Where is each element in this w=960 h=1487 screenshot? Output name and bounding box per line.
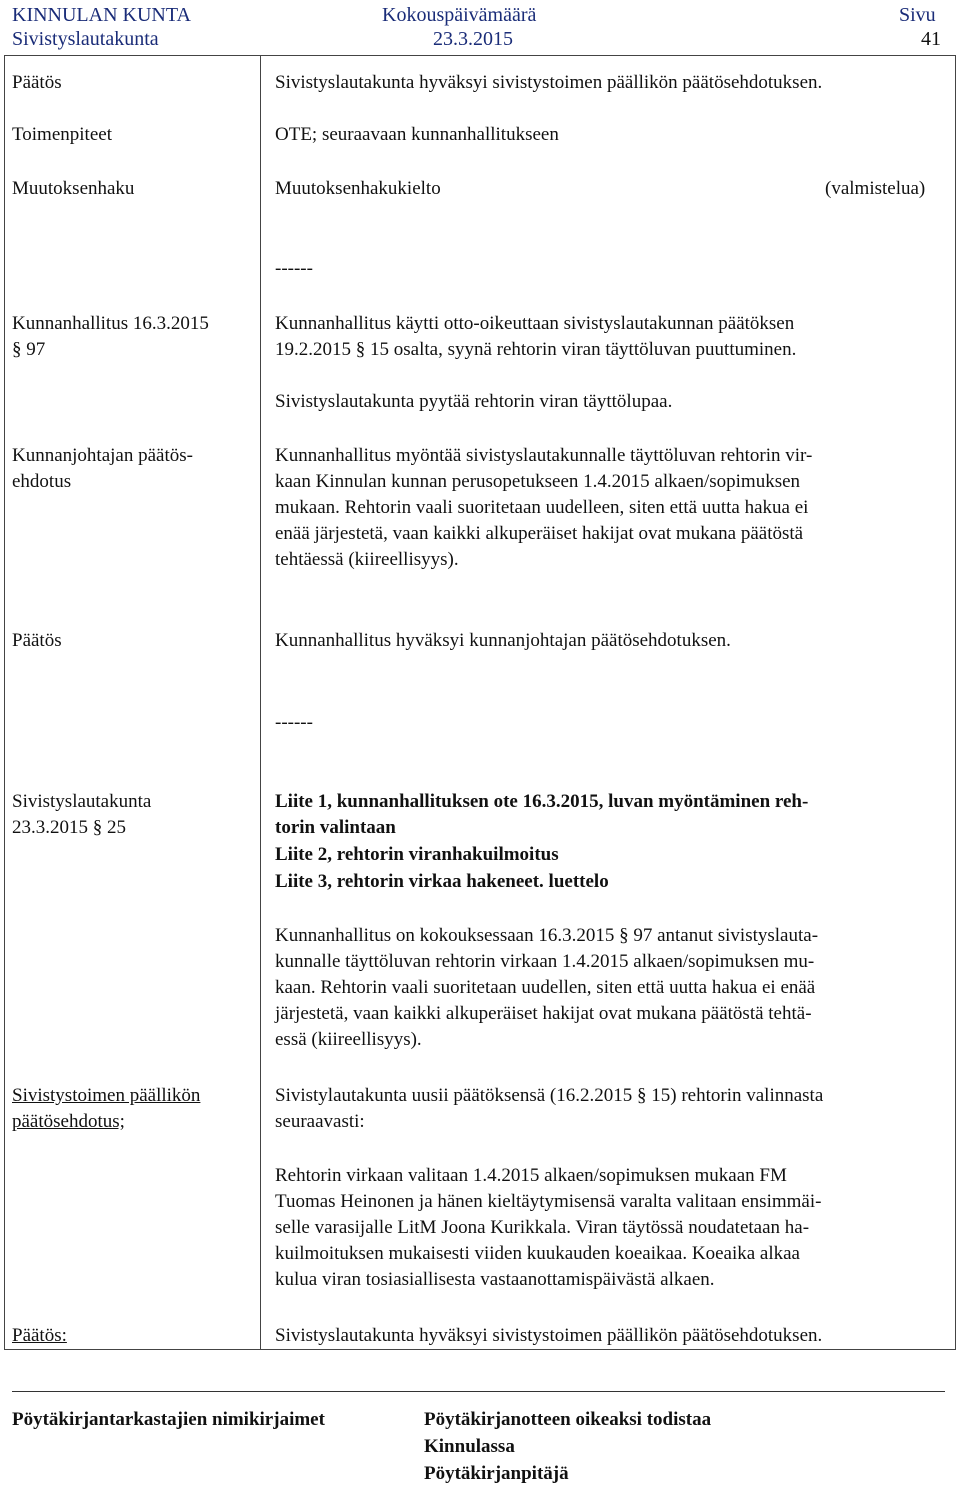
board-text-line: Kunnanhallitus käytti otto-oikeuttaan sivistyslautakunnan päätöksen xyxy=(275,313,795,334)
attachment-line: Liite 1, kunnanhallituksen ote 16.3.2015, luvan myöntäminen reh- xyxy=(275,791,809,812)
board-meeting-label: Kunnanhallitus 16.3.2015 xyxy=(12,313,209,334)
board-permit-line: kunnalle täyttöluvan rehtorin virkaan 1.4.2015 alkaen/sopimuksen mu- xyxy=(275,951,815,972)
page-label: Sivu xyxy=(899,4,936,26)
footer-secretary: Pöytäkirjanpitäjä xyxy=(424,1463,569,1484)
attachment-line: Liite 2, rehtorin viranhakuilmoitus xyxy=(275,844,559,865)
committee-meeting-section: 23.3.2015 § 25 xyxy=(12,817,126,838)
decision-text: Kunnanhallitus hyväksyi kunnanjohtajan päätösehdotuksen. xyxy=(275,630,731,651)
appointment-line: selle varasijalle LitM Joona Kurikkala. Viran täytössä noudatetaan ha- xyxy=(275,1217,810,1238)
appeal-label: Muutoksenhaku xyxy=(12,178,135,199)
box-right-border xyxy=(955,55,956,1350)
proposal-text-line: tehtäessä (kiireellisyys). xyxy=(275,549,459,570)
appointment-line: Rehtorin virkaan valitaan 1.4.2015 alkaen/sopimuksen mukaan FM xyxy=(275,1165,787,1186)
section-divider: ------ xyxy=(275,258,313,279)
decision-text: Sivistyslautakunta hyväksyi sivistystoimen päällikön päätösehdotuksen. xyxy=(275,1325,823,1346)
appeal-text: Muutoksenhakukielto xyxy=(275,178,441,199)
footer-certify: Pöytäkirjanotteen oikeaksi todistaa xyxy=(424,1409,712,1430)
decision-text: Sivistyslautakunta hyväksyi sivistystoimen päällikön päätösehdotuksen. xyxy=(275,72,823,93)
decision-label: Päätös xyxy=(12,630,62,651)
box-top-border xyxy=(4,55,956,56)
board-permit-line: Kunnanhallitus on kokouksessaan 16.3.2015 § 97 antanut sivistyslauta- xyxy=(275,925,819,946)
attachment-line: Liite 3, rehtorin virkaa hakeneet. luettelo xyxy=(275,871,609,892)
box-bottom-border xyxy=(4,1349,956,1350)
actions-label: Toimenpiteet xyxy=(12,124,112,145)
board-permit-line: kaan. Rehtorin vaali suoritetaan uudellen, siten että uutta hakua ei enää xyxy=(275,977,816,998)
director-proposal-line: Sivistylautakunta uusii päätöksensä (16.2.2015 § 15) rehtorin valinnasta xyxy=(275,1085,824,1106)
board-permit-line: essä (kiireellisyys). xyxy=(275,1029,422,1050)
appointment-line: Tuomas Heinonen ja hänen kieltäytymisensä varalta valitaan ensimmäi- xyxy=(275,1191,822,1212)
municipality-name: KINNULAN KUNTA xyxy=(12,4,191,26)
board-text-line: Sivistyslautakunta pyytää rehtorin viran täyttölupaa. xyxy=(275,391,673,412)
decision-label: Päätös xyxy=(12,72,62,93)
proposal-label: ehdotus xyxy=(12,471,72,492)
proposal-text-line: mukaan. Rehtorin vaali suoritetaan uudelleen, siten että uutta hakua ei xyxy=(275,497,809,518)
committee-meeting-label: Sivistyslautakunta xyxy=(12,791,152,812)
footer-inspectors: Pöytäkirjantarkastajien nimikirjaimet xyxy=(12,1409,325,1430)
actions-text: OTE; seuraavaan kunnanhallitukseen xyxy=(275,124,559,145)
director-proposal-line: seuraavasti: xyxy=(275,1111,365,1132)
board-permit-line: järjestetä, vaan kaikki alkuperäiset hakijat ovat mukana päätöstä tehtä- xyxy=(275,1003,812,1024)
proposal-text-line: Kunnanhallitus myöntää sivistyslautakunnalle täyttöluvan rehtorin vir- xyxy=(275,445,813,466)
proposal-text-line: kaan Kinnulan kunnan perusopetukseen 1.4.2015 alkaen/sopimuksen xyxy=(275,471,801,492)
page-number: 41 xyxy=(921,28,941,50)
meeting-date: 23.3.2015 xyxy=(433,28,513,50)
board-meeting-section: § 97 xyxy=(12,339,46,360)
committee-name: Sivistyslautakunta xyxy=(12,28,159,50)
appeal-note: (valmistelua) xyxy=(825,178,926,199)
box-left-border xyxy=(4,55,5,1350)
director-proposal-label: päätösehdotus; xyxy=(12,1111,125,1132)
proposal-text-line: enää järjestetä, vaan kaikki alkuperäiset hakijat ovat mukana päätöstä xyxy=(275,523,804,544)
footer-rule xyxy=(12,1391,945,1392)
section-divider: ------ xyxy=(275,712,313,733)
meeting-date-label: Kokouspäivämäärä xyxy=(382,4,537,26)
proposal-label: Kunnanjohtajan päätös- xyxy=(12,445,193,466)
decision-label: Päätös: xyxy=(12,1325,67,1346)
board-text-line: 19.2.2015 § 15 osalta, syynä rehtorin viran täyttöluvan puuttuminen. xyxy=(275,339,797,360)
director-proposal-label: Sivistystoimen päällikön xyxy=(12,1085,201,1106)
appointment-line: kulua viran tosiasiallisesta vastaanottamispäivästä alkaen. xyxy=(275,1269,715,1290)
column-divider xyxy=(260,55,261,1350)
appointment-line: kuilmoituksen mukaisesti viiden kuukauden koeaikaa. Koeaika alkaa xyxy=(275,1243,800,1264)
footer-place: Kinnulassa xyxy=(424,1436,515,1457)
attachment-line: torin valintaan xyxy=(275,817,396,838)
